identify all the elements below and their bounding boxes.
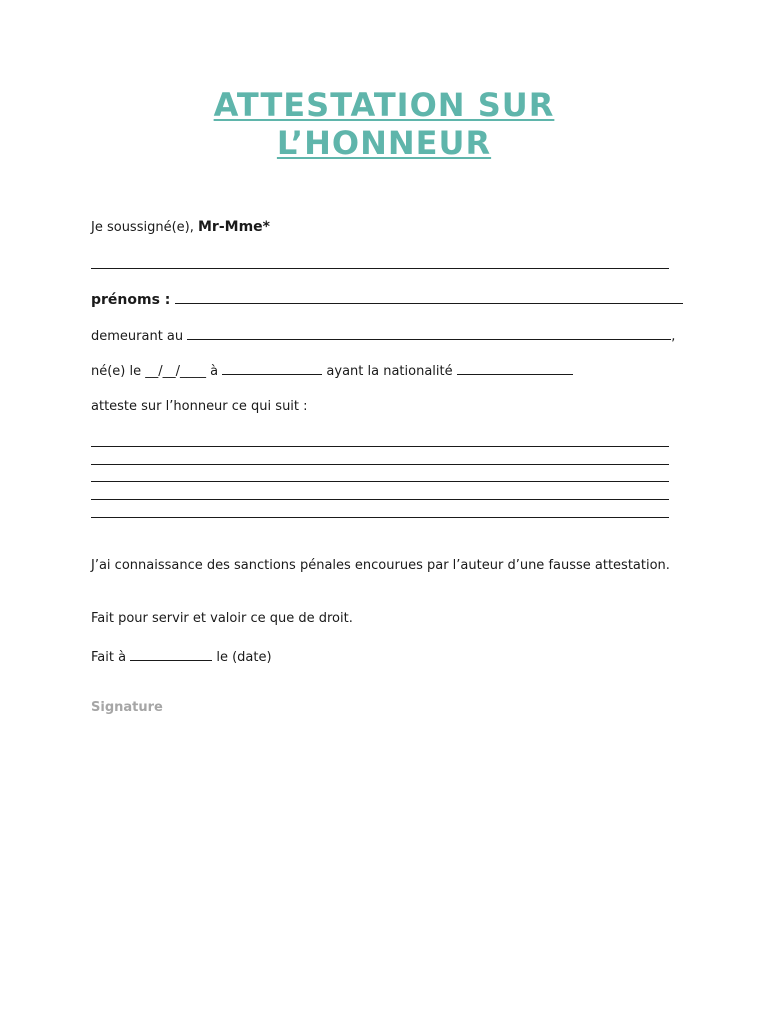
prenoms-label: prénoms : (91, 292, 171, 308)
lieu-blank[interactable] (222, 362, 322, 375)
nationalite-blank[interactable] (457, 362, 573, 375)
demeurant-label: demeurant au (91, 329, 184, 344)
demeurant-suffix: , (671, 329, 676, 344)
naissance-line (91, 362, 573, 380)
fait-a-suffix: le (date) (216, 650, 272, 665)
demeurant-blank[interactable] (187, 327, 671, 340)
soussigne-line (91, 219, 270, 236)
page-title (0, 86, 768, 162)
soussigne-value: Mr-Mme* (197, 219, 270, 235)
sanctions-text: J’ai connaissance des sanctions pénales encourues par l’auteur d’une fausse attestation. (91, 558, 670, 573)
fait-pour-text: Fait pour servir et valoir ce que de droit. (91, 611, 353, 626)
atteste-blank-line-3[interactable] (91, 481, 669, 482)
atteste-blank-line-4[interactable] (91, 499, 669, 500)
fait-a-prefix: Fait à (91, 650, 127, 665)
nationalite-label: ayant la nationalité (326, 364, 453, 379)
soussigne-prefix: Je soussigné(e), (91, 220, 198, 235)
atteste-line: atteste sur l’honneur ce qui suit : (91, 399, 308, 414)
signature-label: Signature (91, 700, 163, 715)
title-line-1: ATTESTATION SUR (213, 86, 555, 124)
fait-a-blank[interactable] (130, 648, 212, 661)
atteste-blank-line-5[interactable] (91, 517, 669, 518)
naissance-prefix: né(e) le __/__/____ à (91, 364, 219, 379)
prenoms-line (91, 291, 683, 309)
atteste-blank-line-1[interactable] (91, 446, 669, 447)
demeurant-line (91, 327, 675, 345)
atteste-blank-line-2[interactable] (91, 464, 669, 465)
prenoms-blank[interactable] (175, 291, 683, 304)
fait-a-line (91, 648, 272, 666)
title-line-2: L’HONNEUR (276, 124, 492, 162)
name-blank-line[interactable] (91, 268, 669, 269)
